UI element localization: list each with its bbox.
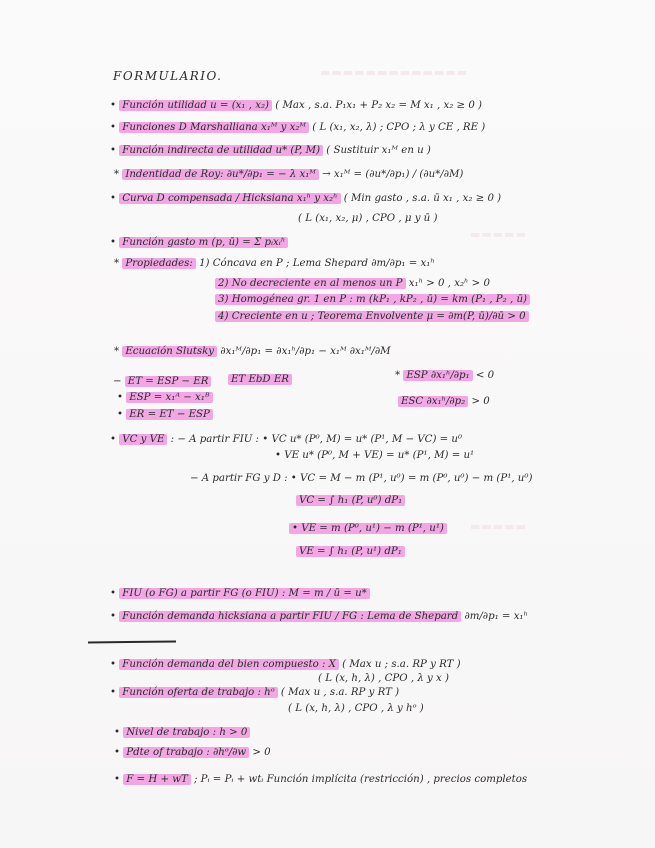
formula-line-l33 (114, 773, 527, 787)
plain-text: : • VC = M − m (P¹, u⁰) = m (P⁰, u⁰) − m (P¹, u⁰) (284, 473, 533, 484)
highlighted-text: Función gasto m (p, ū) = Σ pᵢxᵢʰ (119, 237, 288, 248)
bullet: • (114, 774, 124, 785)
formula-line-l31 (114, 726, 250, 740)
formula-line-l30 (288, 702, 424, 716)
plain-text: → x₁ᴹ = (∂u*/∂p₁) / (∂u*/∂M) (318, 169, 464, 180)
formula-line-l11 (215, 310, 529, 324)
plain-text: ( L (x₁, x₂, λ) ; CPO ; λ y CE , RE ) (309, 122, 486, 133)
plain-text: ( L (x, h, λ) , CPO , λ y x ) (318, 673, 449, 684)
highlighted-text: 2) No decreciente en al menos un P (215, 278, 406, 289)
formula-line-l28 (318, 672, 449, 686)
plain-text: 1) Cóncava en P ; Lema Shepard ∂m/∂p₁ = x₁ʰ (195, 258, 435, 269)
plain-text: ( Max , s.a. P₁x₁ + P₂ x₂ = M x₁ , x₂ ≥ 0 ) (272, 100, 483, 111)
bullet: • (117, 409, 127, 420)
highlighted-text: ER = ET − ESP (126, 409, 213, 420)
plain-text: ( L (x, h, λ) , CPO , λ y hᵒ ) (288, 703, 424, 714)
formula-line-l10 (215, 293, 530, 307)
plain-text: ; Pᵢ = Pᵢ + wtᵢ Función implícita (restricción) , precios completos (190, 774, 528, 785)
highlighted-text: ET = ESP − ER (125, 376, 212, 387)
formula-line-l29 (110, 686, 399, 700)
formula-line-l27 (110, 658, 461, 672)
formula-line-l22 (296, 494, 405, 508)
highlighted-text: VC = ∫ h₁ (P, u⁰) dP₁ (296, 495, 405, 506)
page-title: FORMULARIO. (113, 69, 223, 83)
formula-line-l21 (190, 472, 532, 486)
bullet: − (113, 376, 125, 387)
formula-line-l26 (110, 610, 528, 624)
formula-line-l13 (228, 373, 292, 387)
bullet: * (114, 169, 123, 180)
plain-text: x₁ʰ > 0 , x₂ʰ > 0 (405, 278, 490, 289)
highlighted-text: ET EbD ER (228, 374, 292, 385)
formula-line-l2 (110, 121, 485, 135)
formula-line-l7 (110, 236, 288, 250)
bullet: • (110, 611, 120, 622)
highlighted-text: ESC ∂x₁ʰ/∂p₂ (398, 396, 468, 407)
bullet: • (110, 100, 120, 111)
bullet: • (110, 122, 120, 133)
formula-line-l24 (296, 545, 405, 559)
formula-line-l14 (113, 375, 211, 389)
highlighted-text: Función indirecta de utilidad u* (P, M) (119, 145, 323, 156)
bullet: * (395, 370, 404, 381)
bleed-through-text: ▬▬▬▬▬ (470, 228, 527, 241)
highlighted-text: Función demanda del bien compuesto : X (119, 659, 339, 670)
formula-line-l32 (114, 746, 271, 760)
bullet: * (114, 258, 123, 269)
highlighted-text: F = H + wT (123, 774, 191, 785)
formula-line-l1 (110, 99, 482, 113)
bullet: • (110, 145, 120, 156)
highlighted-text: Función oferta de trabajo : hᵒ (119, 687, 277, 698)
formula-line-l5 (110, 192, 501, 206)
plain-text: > 0 (468, 396, 490, 407)
formula-line-l3 (110, 144, 431, 158)
formula-line-l19 (110, 433, 462, 447)
bleed-through-text: ▬▬▬▬▬ (470, 520, 527, 533)
bullet: • (117, 392, 127, 403)
bullet: • (110, 193, 120, 204)
highlighted-text: VE = ∫ h₁ (P, u¹) dP₁ (296, 546, 405, 557)
section-divider (88, 641, 176, 643)
highlighted-text: Función utilidad u = (x₁ , x₂) (119, 100, 272, 111)
highlighted-text: Curva D compensada / Hicksiana x₁ʰ y x₂ʰ (119, 193, 340, 204)
highlighted-text: • VE = m (P⁰, u¹) − m (P¹, u¹) (289, 523, 447, 534)
bullet: • (110, 687, 120, 698)
plain-text: • VE u* (P⁰, M + VE) = u* (P¹, M) = u¹ (275, 450, 475, 461)
highlighted-text: Funciones D Marshalliana x₁ᴹ y x₂ᴹ (119, 122, 309, 133)
highlighted-text: FIU (o FG) a partir FG (o FIU) : M = m / ū = u* (119, 588, 370, 599)
bullet: • (114, 727, 124, 738)
highlighted-text: ESP = x₁ᴬ − x₁ᴮ (126, 392, 212, 403)
plain-text: > 0 (249, 747, 271, 758)
formula-line-l23 (289, 522, 447, 536)
plain-text: ( Min gasto , s.a. ū x₁ , x₂ ≥ 0 ) (340, 193, 502, 204)
bullet: • (110, 434, 120, 445)
formula-line-l18 (398, 395, 490, 409)
highlighted-text: Pdte of trabajo : ∂hᵒ/∂w (123, 747, 249, 758)
bullet: • (110, 588, 120, 599)
highlighted-text: Propiedades: (122, 258, 195, 269)
formula-line-l17 (117, 408, 213, 422)
plain-text: < 0 (472, 370, 495, 381)
formula-line-l8 (114, 257, 435, 271)
bullet: * (114, 346, 123, 357)
formula-line-l12 (114, 345, 391, 359)
highlighted-text: Indentidad de Roy: ∂u*/∂p₁ = − λ x₁ᴹ (122, 169, 319, 180)
formula-line-l16 (117, 391, 213, 405)
formula-line-l25 (110, 587, 370, 601)
highlighted-text: 3) Homogénea gr. 1 en P : m (kP₁ , kP₂ , ū) = km (P₁ , P₂ , ū) (215, 294, 530, 305)
highlighted-text: 4) Creciente en u ; Teorema Envolvente μ = ∂m(P, ū)/∂ū > 0 (215, 311, 529, 322)
plain-text: ∂x₁ᴹ/∂p₁ = ∂x₁ʰ/∂p₁ − x₁ᴹ ∂x₁ᴹ/∂M (217, 346, 391, 357)
highlighted-text: Nivel de trabajo : h > 0 (123, 727, 250, 738)
plain-text: ( Max u , s.a. RP y RT ) (277, 687, 400, 698)
plain-text: : − A partir FIU : • VC u* (P⁰, M) = u* (P¹, M − VC) = u⁰ (167, 434, 463, 445)
plain-text: ( Max u ; s.a. RP y RT ) (338, 659, 461, 670)
bullet: • (110, 237, 120, 248)
plain-text: ( Sustituir x₁ᴹ en u ) (323, 145, 431, 156)
bullet: • (114, 747, 124, 758)
highlighted-text: ESP ∂x₁ʰ/∂p₁ (403, 370, 472, 381)
highlighted-text: VC y VE (119, 434, 167, 445)
formula-line-l15 (395, 369, 494, 383)
bullet: − A partir FG y D (190, 473, 285, 484)
plain-text: ∂m/∂p₁ = x₁ʰ (461, 611, 528, 622)
formula-line-l6 (298, 212, 437, 226)
formula-line-l9 (215, 277, 490, 291)
formula-line-l20 (275, 449, 474, 463)
plain-text: ( L (x₁, x₂, μ) , CPO , μ y ū ) (298, 213, 438, 224)
highlighted-text: Función demanda hicksiana a partir FIU / FG : Lema de Shepard (119, 611, 461, 622)
bleed-through-text: ▬▬▬▬▬▬▬▬▬▬▬▬▬ (320, 66, 469, 79)
bullet: • (110, 659, 120, 670)
highlighted-text: Ecuación Slutsky (122, 346, 217, 357)
formula-line-l4 (114, 168, 463, 182)
